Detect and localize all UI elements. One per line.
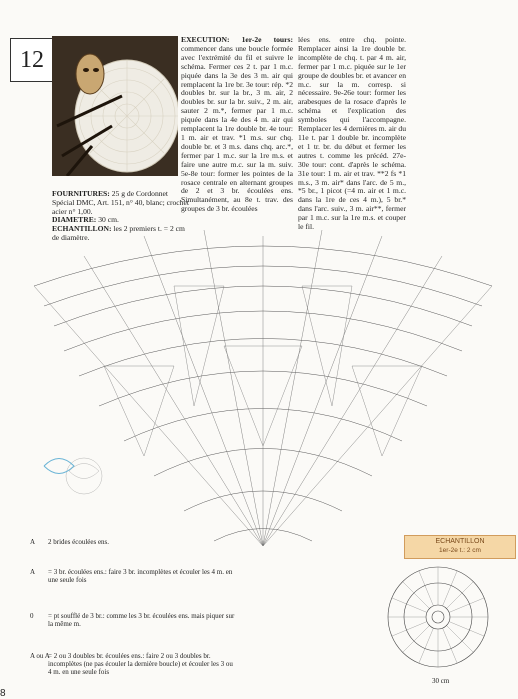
legend-item xyxy=(30,612,235,628)
diagram-spoke xyxy=(443,628,458,663)
legend-symbol: A ou A xyxy=(30,652,50,660)
fournitures-text: 25 g de Cordonnet Spécial DMC, Art. 151, n° 40, blanc; crochet acier n° 1,00. xyxy=(52,189,189,216)
diagram-spoke xyxy=(443,571,458,606)
diagram-spoke xyxy=(392,598,427,613)
diagram-spoke xyxy=(419,571,434,606)
execution-label: EXECUTION: 1er-2e tours: xyxy=(181,35,293,44)
diameter-scale-label: 30 cm xyxy=(432,677,450,685)
legend-text: = 2 ou 3 doubles br. écoulées ens.: faire 2 ou 3 doubles br. incomplètes (ne pas écouler la dernière boucle) et écouler les 3 ou 4 m. en une seule fois xyxy=(48,652,233,676)
diagram-spoke xyxy=(449,598,484,613)
fournitures-label: FOURNITURES: xyxy=(52,189,110,198)
legend-symbol: 0 xyxy=(30,612,34,620)
instructions-column-1 xyxy=(181,36,293,214)
doily-photo xyxy=(52,36,178,176)
legend-text: = pt soufflé de 3 br.: comme les 3 br. écoulées ens. mais piquer sur la même m. xyxy=(48,612,235,628)
pattern-number: 12 xyxy=(10,38,54,82)
instructions-text-1: commencer dans une boucle formée avec l'extrémité du fil et suivre le schéma. Fermer ces 2 t. par 1 m.c. piquée dans la 3e des 3 m. air qui remplacent la 1re br. 3e tour: rép. *2 doubles br. sur la br., 3 m. air, 2 doubles br. sur la br. suiv., 2 m. air, sauter 2 m.*, fermer par 1 m.c. piquée dans la 4e des 4 m. air qui remplacent la 1re double br. 4e tour: 1 m. air et trav. *1 m.s. sur chq. double br. et 3 m.s. dans chq. arc.*, fermer par 1 m.c. sur la 1re m.s. et faire une autre m.c. sur la m. suiv. 5e-8e tour: former les pointes de la rosace centrale en alternant groupes de 2 et 3 br. écoulées ens. Simultanément, au 8e t. trav. des groupes de 3 br. écoulées xyxy=(181,43,293,214)
crochet-chart-diagram xyxy=(24,226,502,546)
legend-text: = 3 br. écoulées ens.: faire 3 br. incomplètes et écouler les 4 m. en une seule fois xyxy=(48,568,233,584)
swatch-subtitle: 1er-2e t.: 2 cm xyxy=(439,547,481,554)
legend-item xyxy=(30,568,233,584)
legend-text: 2 brides écoulées ens. xyxy=(48,538,110,546)
legend-item xyxy=(30,538,110,546)
instructions-text-2: lées ens. entre chq. pointe. Remplacer ainsi la 1re double br. incomplète de chq. t. par 4 m. air, fermer par 1 m.c. piquée sur le 1er groupe de doubles br. et avancer en m.c. sur la m. corresp. si nécessaire. 9e-26e tour: former les arabesques de la rosace d'après le schéma et l'explication des symboles qui l'accompagne. Remplacer les 4 dernières m. air du 11e t. par 1 double br. incomplète et 1 tr. br. du début et fermer les autres t. comme les précéd. 27e-30e tour: cont. d'après le schéma. 31e tour: 1 m. air et trav. **2 fs *1 m.s., 3 m. air* dans l'arc. de 5 m., *5 br., 1 picot (=4 m. air et 1 m.c. dans la 1re de ces 4 m.), 5 br.* dans l'arc. suiv., 3 m. air**, fermer par 1 m.c. sur la 1re m.s. et couper le fil. xyxy=(298,35,406,232)
swatch-box xyxy=(404,535,516,559)
finished-doily-diagram xyxy=(386,565,490,669)
doily-photo-illustration xyxy=(52,36,178,176)
legend-item xyxy=(30,652,233,676)
legend-symbol: A xyxy=(30,568,36,576)
diagram-spoke xyxy=(419,628,434,663)
legend-symbol: A xyxy=(30,538,36,546)
diametre-text: 30 cm. xyxy=(98,215,119,225)
swatch-title: ECHANTILLON xyxy=(435,538,485,545)
echantillon-text: les 2 premiers t. = 2 cm de diamètre. xyxy=(52,224,185,242)
diametre-label: DIAMETRE: xyxy=(52,215,97,225)
echantillon-label: ECHANTILLON: xyxy=(52,224,112,234)
diagram-spoke xyxy=(392,622,427,637)
page-number: 8 xyxy=(0,688,6,699)
diagram-spoke xyxy=(449,622,484,637)
instructions-column-2 xyxy=(298,36,406,232)
